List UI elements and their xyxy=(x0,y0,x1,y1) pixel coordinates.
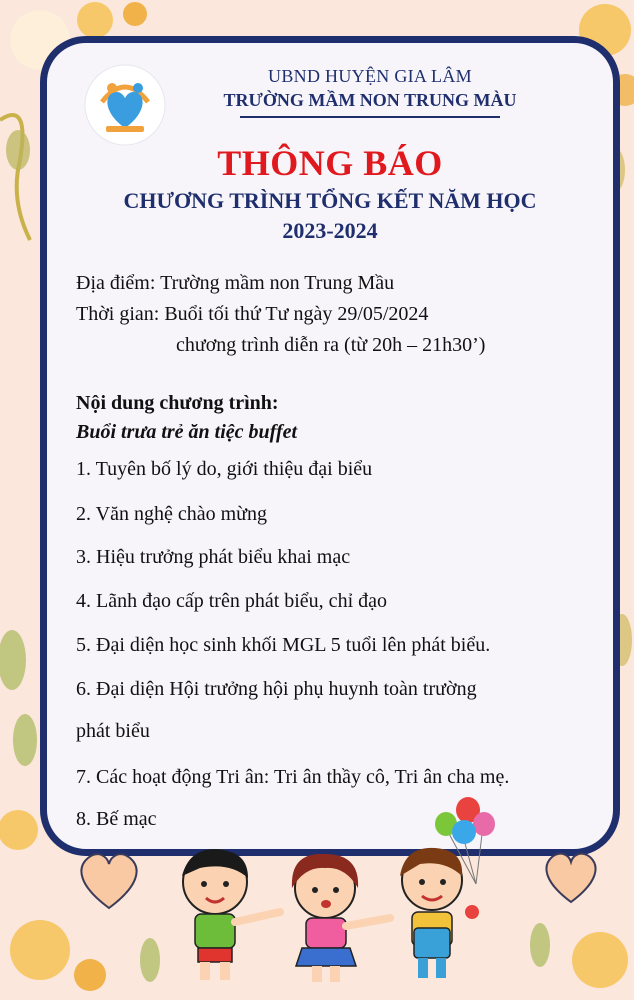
school-logo-icon xyxy=(82,62,168,148)
program-subheading: Buổi trưa trẻ ăn tiệc buffet xyxy=(76,421,298,443)
program-item: 2. Văn nghệ chào mừng xyxy=(76,503,267,525)
notice-subtitle: CHƯƠNG TRÌNH TỔNG KẾT NĂM HỌC xyxy=(123,188,537,213)
program-item: 8. Bế mạc xyxy=(76,808,157,830)
location-line: Địa điểm: Trường mầm non Trung Mầu xyxy=(76,272,395,294)
program-item: 3. Hiệu trưởng phát biểu khai mạc xyxy=(76,546,351,568)
program-item: 7. Các hoạt động Tri ân: Tri ân thầy cô, Tri ân cha mẹ. xyxy=(76,766,510,788)
program-item: 5. Đại diện học sinh khối MGL 5 tuổi lên phát biểu. xyxy=(76,634,491,656)
children-holding-hands-illustration xyxy=(160,842,500,992)
org-line-2: TRƯỜNG MẦM NON TRUNG MÀU xyxy=(223,90,517,110)
program-item-continued: phát biểu xyxy=(76,720,150,742)
org-line-1: UBND HUYỆN GIA LÂM xyxy=(268,66,472,86)
program-heading: Nội dung chương trình: xyxy=(76,392,279,414)
heart-icon xyxy=(540,846,602,906)
header-divider xyxy=(240,116,500,118)
program-item: 4. Lãnh đạo cấp trên phát biểu, chỉ đạo xyxy=(76,590,387,612)
school-year: 2023-2024 xyxy=(282,218,378,243)
time-line: Thời gian: Buổi tối thứ Tư ngày 29/05/2024 xyxy=(76,303,429,325)
heart-icon xyxy=(74,846,144,912)
time-detail-line: chương trình diễn ra (từ 20h – 21h30’) xyxy=(176,334,486,356)
program-item: 1. Tuyên bố lý do, giới thiệu đại biểu xyxy=(76,458,373,480)
notice-title: THÔNG BÁO xyxy=(217,143,443,183)
program-item: 6. Đại diện Hội trưởng hội phụ huynh toàn trường xyxy=(76,678,477,700)
